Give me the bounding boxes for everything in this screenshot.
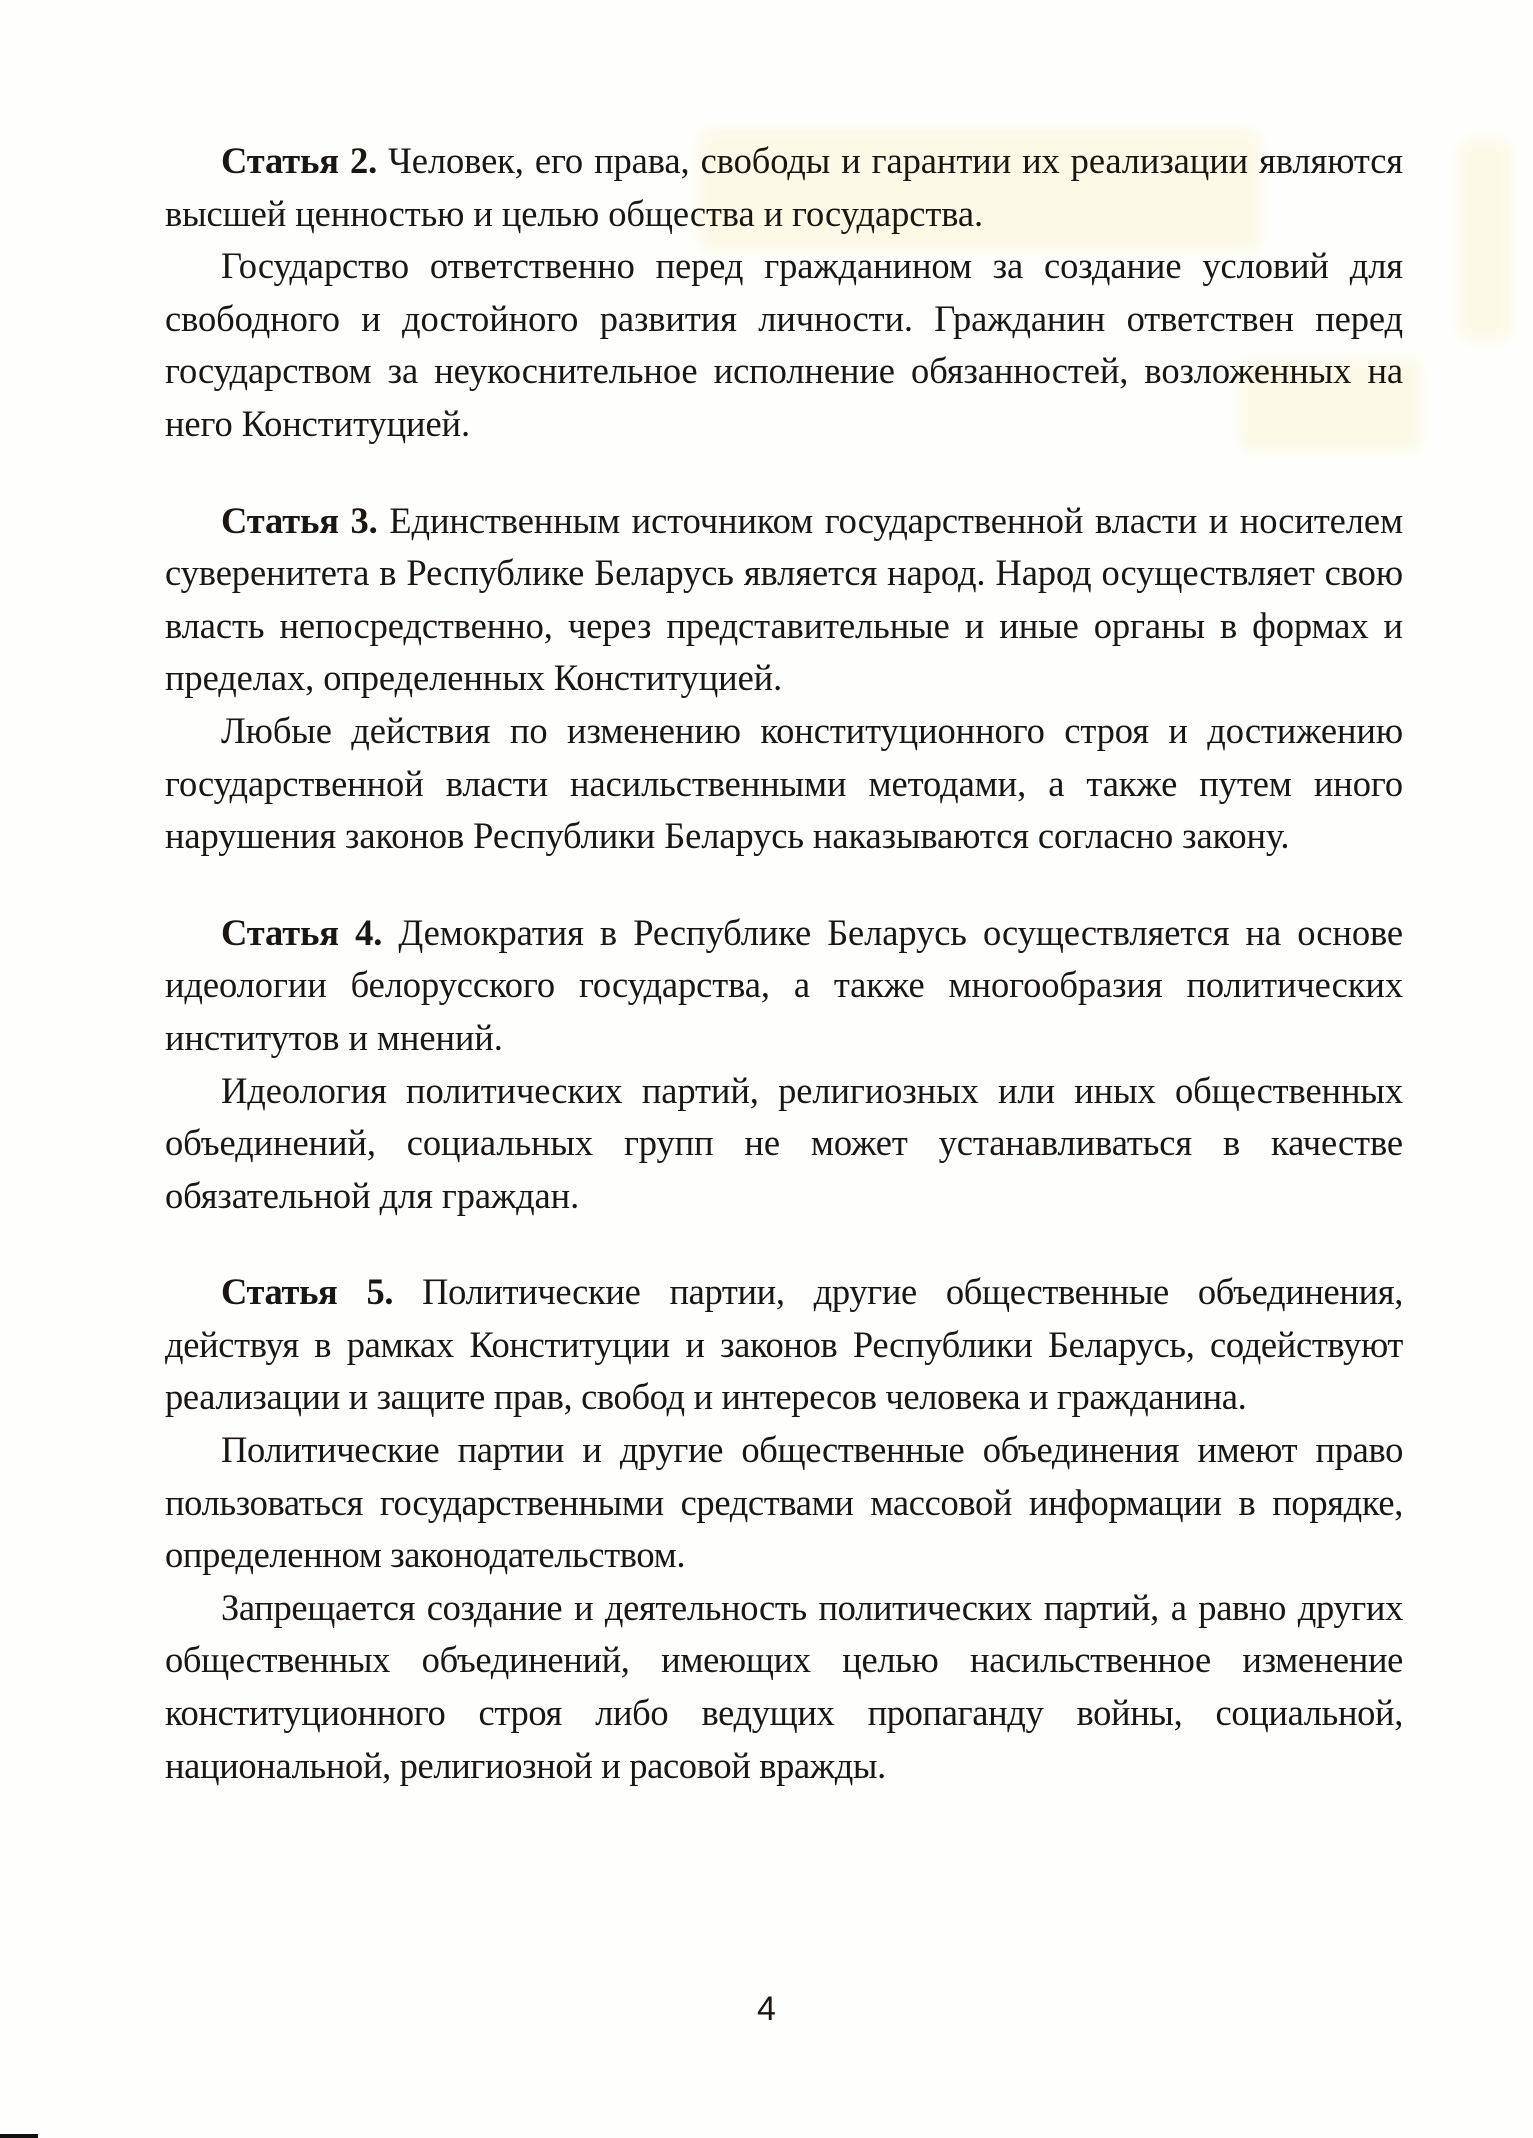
article-4 [165,907,1403,1223]
article-text: Политические партии, другие общественные объединения, действуя в рамках Конституции и законов Республики Беларусь, содействуют реализации и защите прав, свобод и интересов человека и гражданина. [165,1271,1403,1418]
article-label: Статья 4. [221,911,383,953]
article-label: Статья 3. [221,499,378,541]
article-2 [165,135,1403,451]
article-text: Единственным источником государственной власти и носителем суверенитета в Республике Беларусь является народ. Народ осуществляет свою власть непосредственно, через представительные и иные органы в формах и пределах, определенных Конституцией. [165,499,1403,699]
article-text: Демократия в Республике Беларусь осуществляется на основе идеологии белорусского государства, а также многообразия политических институтов и мнений. [165,911,1403,1058]
document-page [165,135,1403,1836]
article-text: Человек, его права, свободы и гарантии их реализации являются высшей ценностью и целью общества и государства. [165,140,1403,234]
article-paragraph [165,1266,1403,1424]
article-5 [165,1266,1403,1792]
article-paragraph [165,907,1403,1065]
article-label: Статья 5. [221,1271,394,1313]
article-paragraph: Идеология политических партий, религиозных или иных общественных объединений, социальных групп не может устанавливаться в качестве обязательной для граждан. [165,1069,1403,1216]
article-paragraph: Государство ответственно перед гражданином за создание условий для свободного и достойного развития личности. Гражданин ответствен перед государством за неукоснительное исполнение обязанностей, возложенных на него Конституцией. [165,245,1403,444]
page-number: 4 [757,1990,776,2028]
article-3 [165,495,1403,863]
article-label: Статья 2. [221,140,378,181]
article-paragraph: Политические партии и другие общественные объединения имеют право пользоваться государственными средствами массовой информации в порядке, определенном законодательством. [165,1429,1403,1576]
bleed-through-shading [1460,140,1510,340]
article-paragraph: Запрещается создание и деятельность политических партий, а равно других общественных объединений, имеющих целью насильственное изменение конституционного строя либо ведущих пропаганду войны, социальной, национальной, религиозной и расовой вражды. [165,1586,1403,1786]
article-paragraph [165,495,1403,705]
scan-edge-mark [0,2134,38,2138]
article-paragraph [165,135,1403,240]
article-paragraph: Любые действия по изменению конституционного строя и достижению государственной власти насильственными методами, а также путем иного нарушения законов Республики Беларусь наказываются согласно закону. [165,709,1403,857]
